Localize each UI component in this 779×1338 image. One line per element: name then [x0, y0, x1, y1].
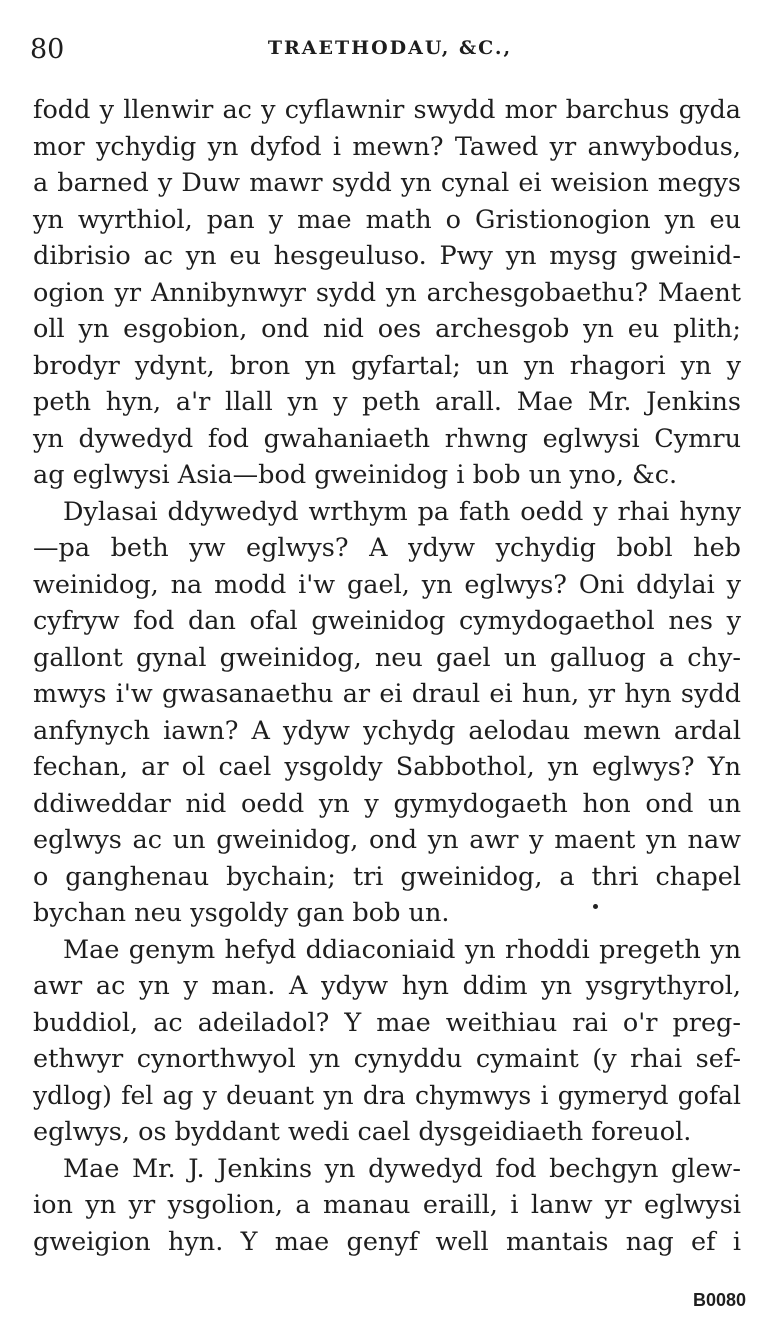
- text-line: —pa beth yw eglwys? A ydyw ychydig bobl heb: [33, 533, 741, 563]
- text-line: gweigion hyn. Y mae genyf well mantais nag ef i: [33, 1226, 741, 1257]
- text-line: yn wyrthiol, pan y mae math o Gristionogion yn eu: [33, 204, 741, 235]
- text-line: ydlog) fel ag y deuant yn dra chymwys i gymeryd gofal: [33, 1080, 741, 1110]
- text-line: ethwyr cynorthwyol yn cynyddu cymaint (y rhai sef-: [33, 1044, 741, 1074]
- text-line: buddiol, ac adeiladol? Y mae weithiau rai o'r preg-: [33, 1007, 741, 1038]
- text-line: o ganghenau bychain; tri gweinidog, a thri chapel: [33, 861, 741, 892]
- text-line: dibrisio ac yn eu hesgeuluso. Pwy yn mysg gweinid-: [33, 241, 741, 271]
- paragraph-start-line: Mae Mr. J. Jenkins yn dywedyd fod bechgyn glew-: [63, 1153, 741, 1184]
- body-text: [33, 92, 741, 1260]
- text-line: ion yn yr ysgolion, a manau eraill, i lanw yr eglwysi: [33, 1190, 741, 1220]
- page-code: B0080: [692, 1290, 746, 1310]
- text-line: brodyr ydynt, bron yn gyfartal; un yn rhagori yn y: [33, 350, 741, 381]
- text-line: yn dywedyd fod gwahaniaeth rhwng eglwysi Cymru: [33, 423, 741, 454]
- text-line: eglwys, os byddant wedi cael dysgeidiaeth foreuol.: [33, 1117, 692, 1147]
- text-line: ag eglwysi Asia—bod gweinidog i bob un yno, &c.: [33, 460, 678, 490]
- text-line: oll yn esgobion, ond nid oes archesgob yn eu plith;: [33, 314, 741, 344]
- text-line: a barned y Duw mawr sydd yn cynal ei weision megys: [33, 168, 741, 198]
- page-header: [30, 34, 750, 64]
- page-number: 80: [30, 34, 65, 65]
- text-line: fodd y llenwir ac y cyflawnir swydd mor barchus gyda: [33, 95, 741, 125]
- text-line: fechan, ar ol cael ysgoldy Sabbothol, yn eglwys? Yn: [33, 752, 741, 782]
- running-head: TRAETHODAU, &C.,: [267, 37, 513, 59]
- paragraph-start-line: Mae genym hefyd ddiaconiaid yn rhoddi pregeth yn: [63, 934, 741, 965]
- text-line: ogion yr Annibynwyr sydd yn archesgobaethu? Maent: [33, 277, 741, 308]
- text-line: mwys i'w gwasanaethu ar ei draul ei hun, yr hyn sydd: [33, 679, 741, 709]
- text-line: bychan neu ysgoldy gan bob un.: [33, 898, 450, 928]
- text-line: gallont gynal gweinidog, neu gael un galluog a chy-: [33, 642, 741, 673]
- text-line: anfynych iawn? A ydyw ychydg aelodau mewn ardal: [33, 715, 741, 746]
- text-line: weinidog, na modd i'w gael, yn eglwys? Oni ddylai y: [33, 569, 741, 600]
- text-line: eglwys ac un gweinidog, ond yn awr y maent yn naw: [33, 825, 741, 855]
- text-line: ddiweddar nid oedd yn y gymydogaeth hon ond un: [33, 788, 741, 819]
- text-line: awr ac yn y man. A ydyw hyn ddim yn ysgrythyrol,: [33, 971, 741, 1001]
- text-line: mor ychydig yn dyfod i mewn? Tawed yr anwybodus,: [33, 131, 741, 162]
- text-line: peth hyn, a'r llall yn y peth arall. Mae Mr. Jenkins: [33, 387, 741, 417]
- text-line: cyfryw fod dan ofal gweinidog cymydogaethol nes y: [33, 606, 741, 636]
- ink-speck: [593, 904, 598, 909]
- paragraph-start-line: Dylasai ddywedyd wrthym pa fath oedd y rhai hyny: [63, 496, 741, 527]
